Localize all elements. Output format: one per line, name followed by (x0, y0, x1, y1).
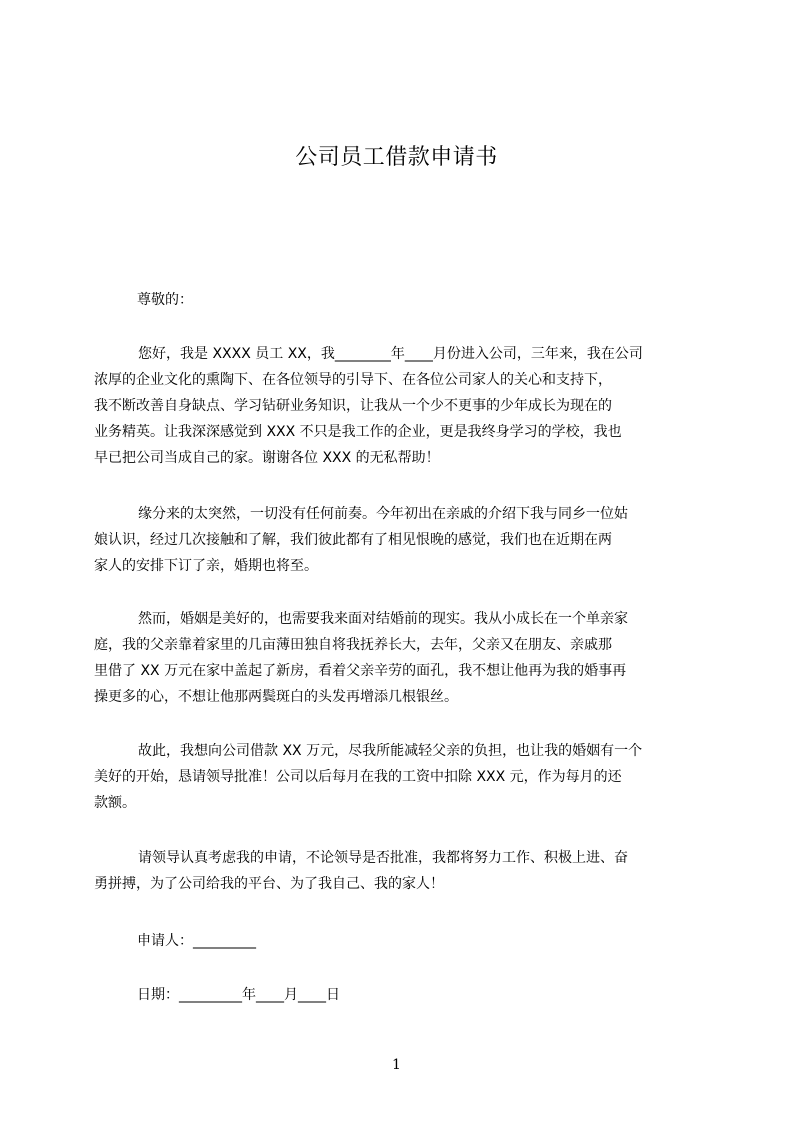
paragraph-line: 浓厚的企业文化的熏陶下、在各位领导的引导下、在各位公司家人的关心和支持下， (94, 372, 612, 388)
paragraph-loan-request (94, 738, 700, 816)
paragraph-line: 您好，我是 XXXX 员工 XX，我________年____月份进入公司，三年来，我在公司 (138, 346, 643, 362)
paragraph-line: 家人的安排下订了亲，婚期也将至。 (94, 558, 318, 574)
paragraph-line: 款额。 (94, 795, 136, 811)
document-title: 公司员工借款申请书 (295, 145, 498, 170)
paragraph-line: 里借了 XX 万元在家中盖起了新房，看着父亲辛劳的面孔，我不想让他再为我的婚事再 (94, 663, 627, 679)
paragraph-family-situation (94, 606, 700, 710)
date-line: 日期：_________年____月____日 (137, 987, 340, 1003)
paragraph-line: 庭，我的父亲靠着家里的几亩薄田独自将我抚养长大，去年，父亲又在朋友、亲戚那 (94, 637, 612, 653)
paragraph-line: 缘分来的太突然，一切没有任何前奏。今年初出在亲戚的介绍下我与同乡一位姑 (138, 506, 628, 522)
paragraph-line: 娘认识，经过几次接触和了解，我们彼此都有了相见恨晚的感觉，我们也在近期在两 (94, 532, 612, 548)
paragraph-line: 勇拼搏，为了公司给我的平台、为了我自己、我的家人！ (94, 876, 444, 892)
paragraph-line: 早已把公司当成自己的家。谢谢各位 XXX 的无私帮助！ (94, 450, 440, 466)
paragraph-closing (94, 845, 700, 897)
paragraph-line: 我不断改善自身缺点、学习钻研业务知识，让我从一个少不更事的少年成长为现在的 (94, 398, 612, 414)
paragraph-line: 美好的开始，恳请领导批准！公司以后每月在我的工资中扣除 XXX 元，作为每月的还 (94, 769, 622, 785)
paragraph-line: 然而，婚姻是美好的，也需要我来面对结婚前的现实。我从小成长在一个单亲家 (138, 611, 628, 627)
salutation: 尊敬的： (137, 292, 193, 308)
paragraph-line: 操更多的心，不想让他那两鬓斑白的头发再增添几根银丝。 (94, 689, 458, 705)
page-number: 1 (392, 1057, 401, 1073)
paragraph-line: 业务精英。让我深深感觉到 XXX 不只是我工作的企业，更是我终身学习的学校，我也 (94, 424, 622, 440)
paragraph-engagement (94, 501, 700, 579)
paragraph-line: 故此，我想向公司借款 XX 万元，尽我所能减轻父亲的负担，也让我的婚姻有一个 (138, 743, 643, 759)
paragraph-line: 请领导认真考虑我的申请，不论领导是否批准，我都将努力工作、积极上进、奋 (138, 850, 628, 866)
paragraph-introduction (94, 341, 700, 471)
applicant-signature-line: 申请人：_________ (137, 933, 256, 949)
